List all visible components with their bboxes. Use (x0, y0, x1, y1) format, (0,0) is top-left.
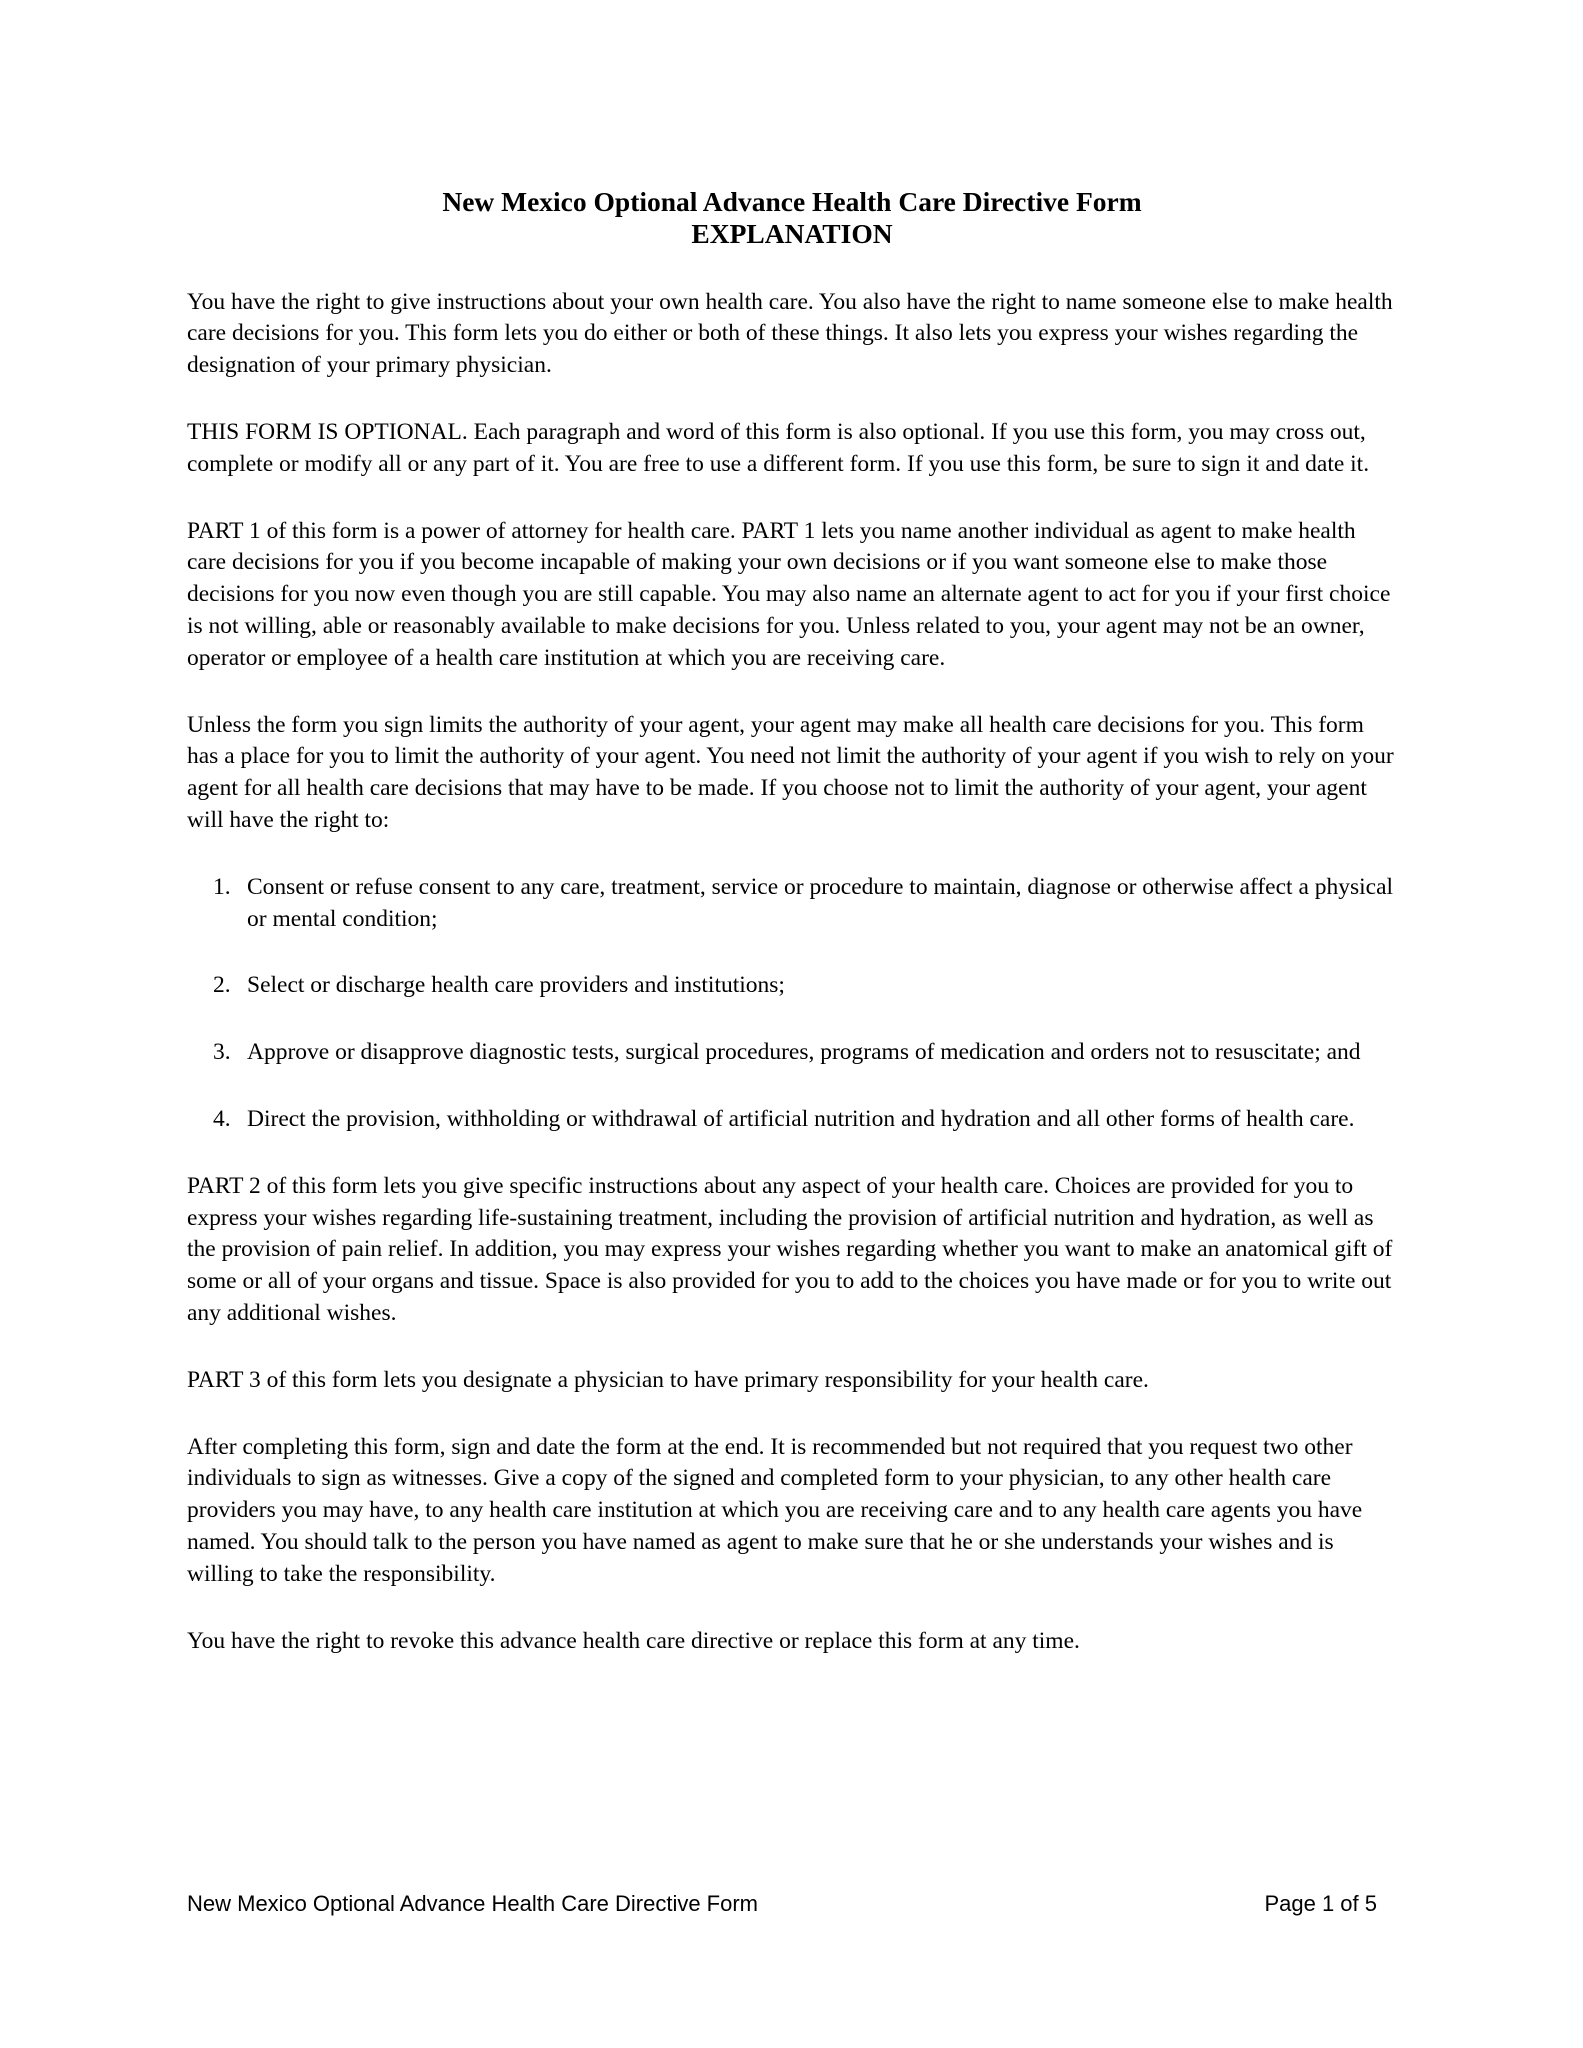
document-body (187, 0, 1397, 1657)
agent-right-item-3 (187, 1037, 1397, 1069)
revocation-rights-paragraph: You have the right to revoke this advance health care directive or replace this form at any time. (187, 1627, 1080, 1654)
list-item-number-1: 1. (213, 873, 231, 900)
agent-authority-paragraph: Unless the form you sign limits the authority of your agent, your agent may make all health care decisions for you. This form has a place for you to limit the authority of your agent. You need not limit the authority of your agent if you wish to rely on your agent for all health care decisions that may have to be made. If you choose not to limit the authority of your agent, your agent will have the right to: (187, 711, 1394, 833)
part2-explanation-paragraph: PART 2 of this form lets you give specific instructions about any aspect of your health care. Choices are provided for you to express your wishes regarding life-sustaining treatment, including the provision of artificial nutrition and hydration, as well as the provision of pain relief. In addition, you may express your wishes regarding whether you want to make an anatomical gift of some or all of your organs and tissue. Space is also provided for you to add to the choices you have made or for you to write out any additional wishes. (187, 1172, 1393, 1326)
list-item-text-4: Direct the provision, withholding or withdrawal of artificial nutrition and hydration and all other forms of health care. (247, 1105, 1355, 1132)
list-item-text-2: Select or discharge health care providers and institutions; (247, 972, 785, 999)
form-optional-paragraph: THIS FORM IS OPTIONAL. Each paragraph and word of this form is also optional. If you use this form, you may cross out, complete or modify all or any part of it. You are free to use a different form. If you use this form, be sure to sign it and date it. (187, 418, 1370, 477)
list-item-text-1: Consent or refuse consent to any care, treatment, service or procedure to maintain, diagnose or otherwise affect a physical or mental condition; (247, 873, 1394, 932)
part3-explanation-paragraph: PART 3 of this form lets you designate a physician to have primary responsibility for your health care. (187, 1366, 1149, 1393)
list-item-number-4: 4. (213, 1105, 231, 1132)
footer-document-title: New Mexico Optional Advance Health Care Directive Form (187, 1891, 759, 1916)
list-item-number-3: 3. (213, 1039, 231, 1066)
list-item-text-3: Approve or disapprove diagnostic tests, surgical procedures, programs of medication and orders not to resuscitate; and (247, 1039, 1361, 1066)
page-title-line1: New Mexico Optional Advance Health Care Directive Form (442, 186, 1142, 217)
agent-right-item-2 (187, 970, 1397, 1002)
footer-page-number: Page 1 of 5 (1264, 1891, 1377, 1916)
list-item-number-2: 2. (213, 972, 231, 999)
page-footer (187, 1890, 1377, 1917)
part1-explanation-paragraph: PART 1 of this form is a power of attorney for health care. PART 1 lets you name another individual as agent to make health care decisions for you if you become incapable of making your own decisions or if you want someone else to make those decisions for you now even though you are still capable. You may also name an alternate agent to act for you if your first choice is not willing, able or reasonably available to make decisions for you. Unless related to you, your agent may not be an owner, operator or employee of a health care institution at which you are receiving care. (187, 517, 1391, 671)
completion-instructions-paragraph: After completing this form, sign and date the form at the end. It is recommended but not required that you request two other individuals to sign as witnesses. Give a copy of the signed and completed form to your physician, to any other health care providers you may have, to any health care institution at which you are receiving care and to any health care agents you have named. You should talk to the person you have named as agent to make sure that he or she understands your wishes and is willing to take the responsibility. (187, 1433, 1363, 1587)
page-title (187, 186, 1397, 250)
agent-right-item-1 (187, 872, 1397, 936)
page-title-line2: EXPLANATION (691, 217, 893, 249)
intro-rights-paragraph: You have the right to give instructions about your own health care. You also have the right to name someone else to make health care decisions for you. This form lets you do either or both of these things. It also lets you express your wishes regarding the designation of your primary physician. (187, 288, 1393, 379)
agent-right-item-4 (187, 1104, 1397, 1136)
